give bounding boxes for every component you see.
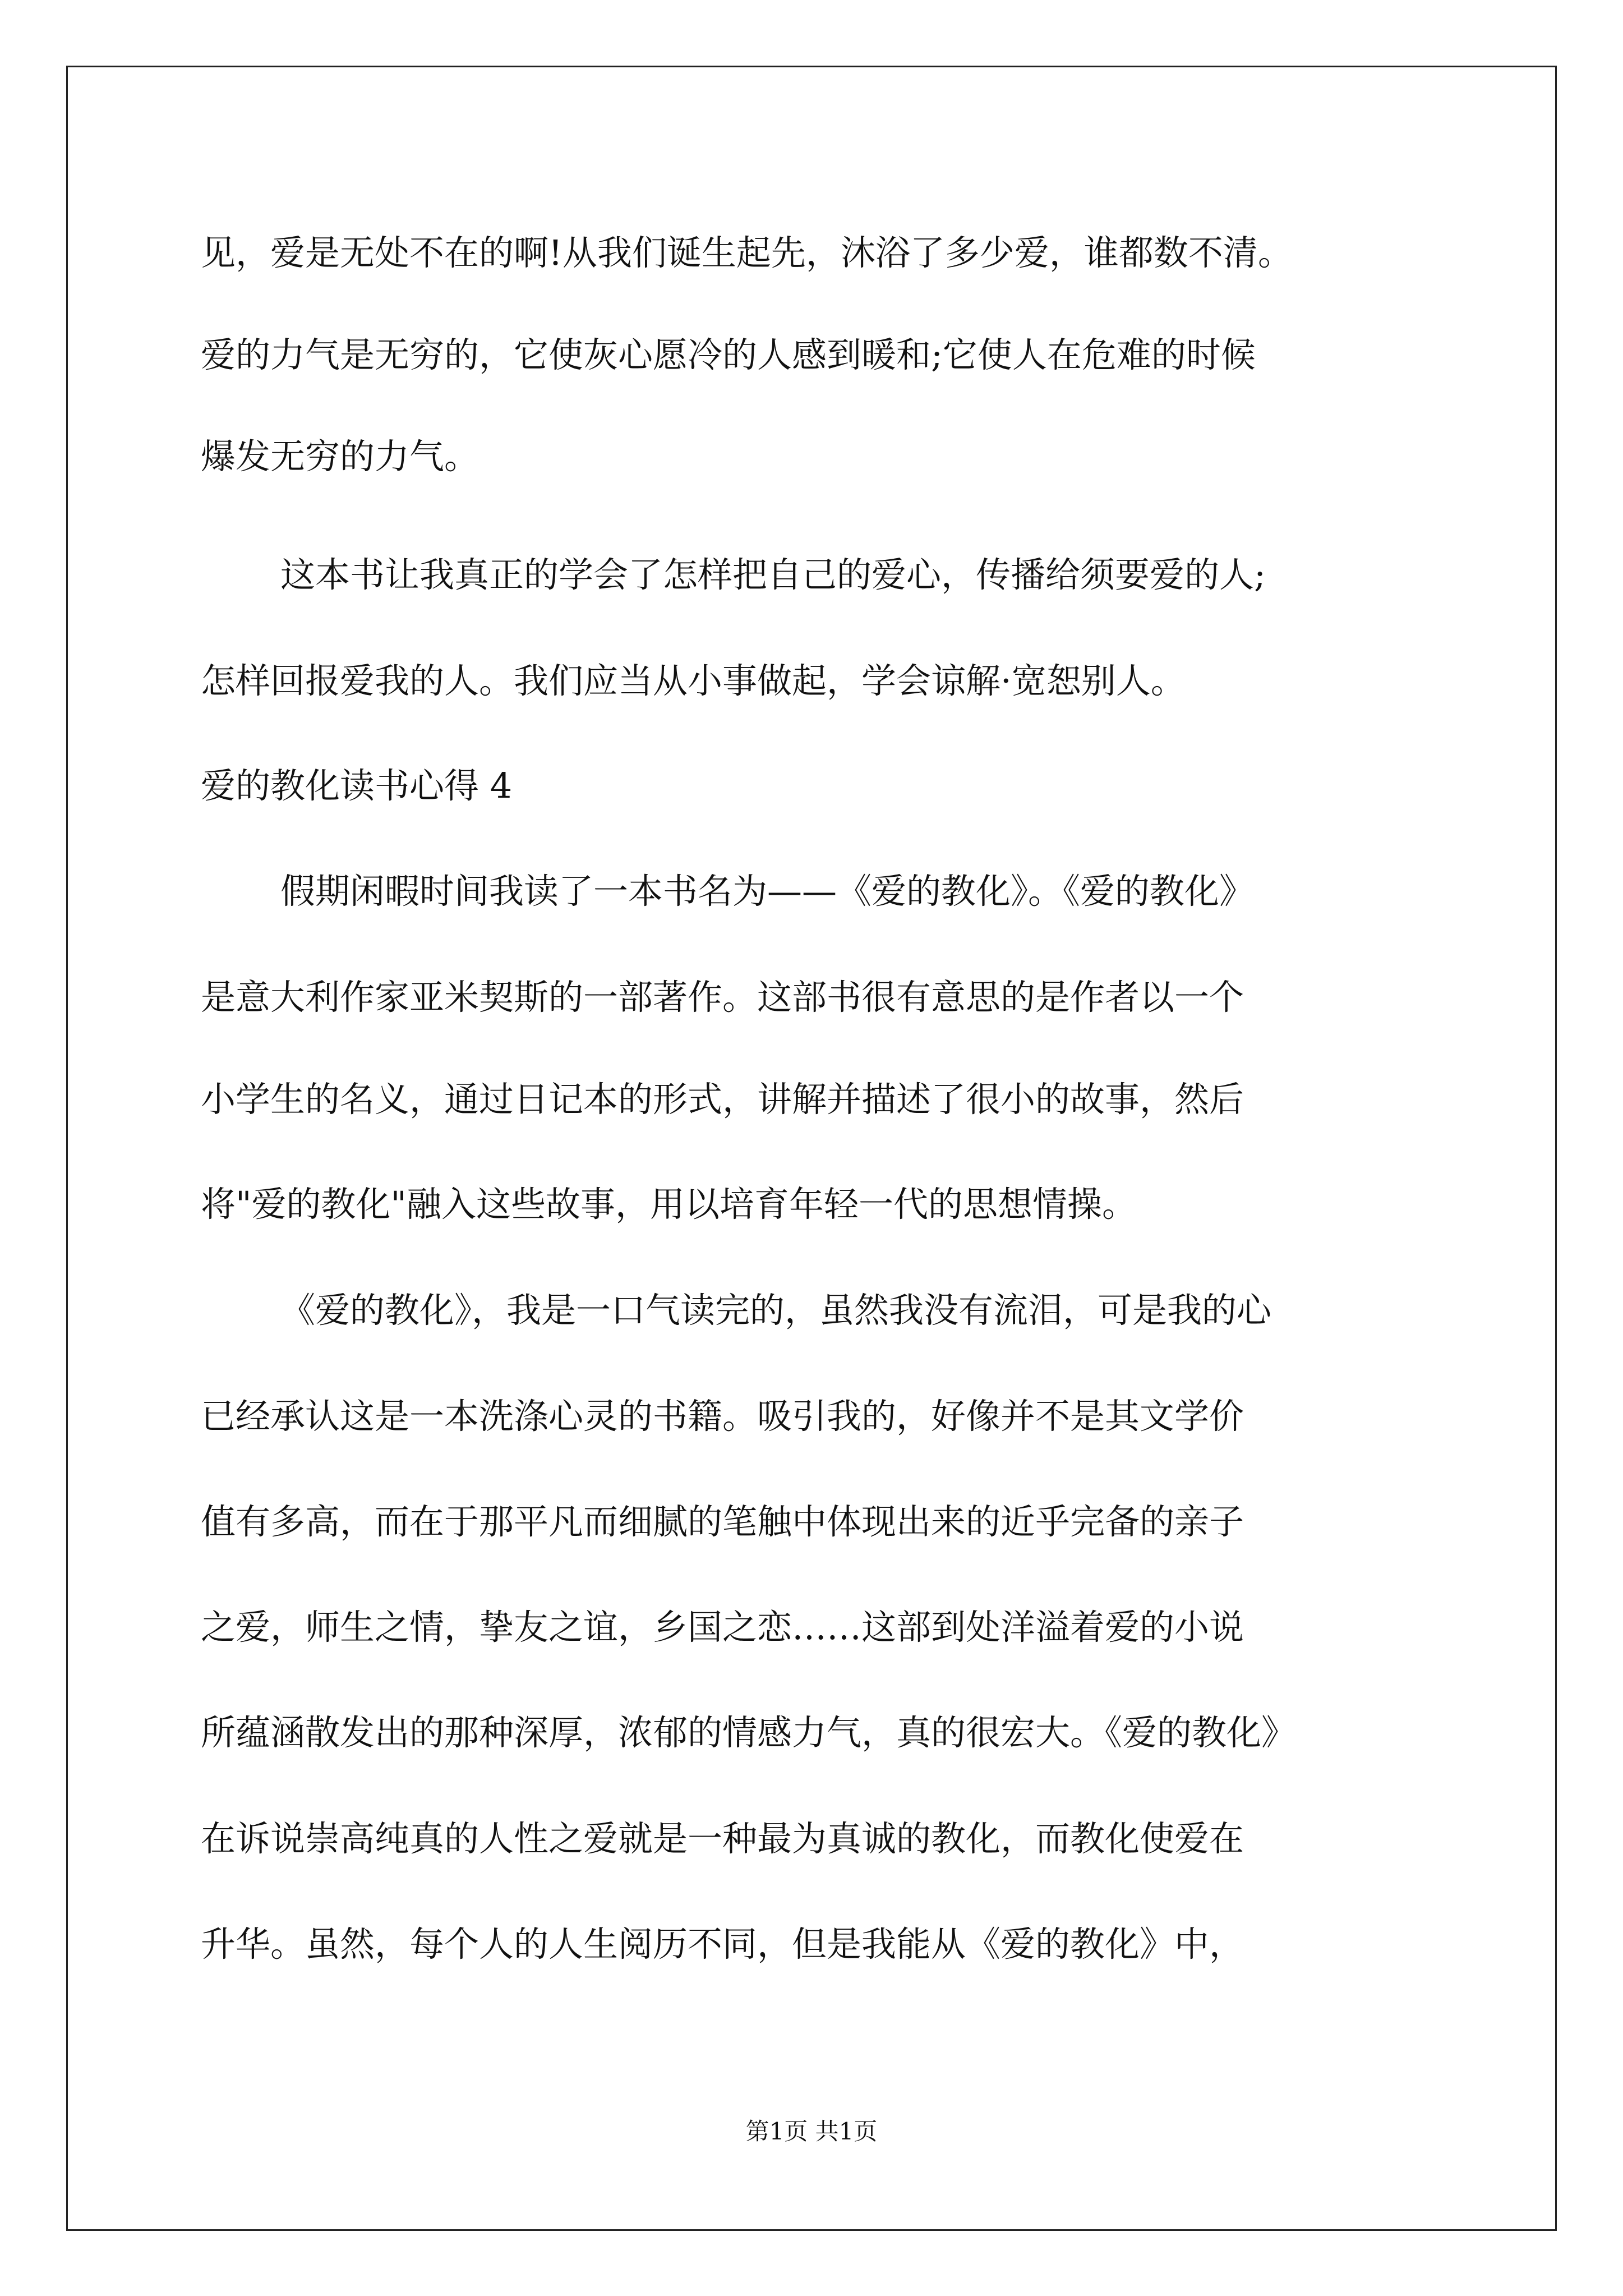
- text-line-12: 已经承认这是一本洗涤心灵的书籍。吸引我的，好像并不是其文学价: [201, 1396, 1244, 1437]
- text-line-8: 是意大利作家亚米契斯的一部著作。这部书很有意思的是作者以一个: [201, 977, 1244, 1018]
- text-line-5: 怎样回报爱我的人。我们应当从小事做起，学会谅解·宽恕别人。: [201, 660, 1186, 701]
- section-heading: 爱的教化读书心得 4: [201, 765, 513, 806]
- text-line-13: 值有多高，而在于那平凡而细腻的笔触中体现出来的近乎完备的亲子: [201, 1501, 1244, 1542]
- text-line-9: 小学生的名义，通过日记本的形式，讲解并描述了很小的故事，然后: [201, 1079, 1244, 1120]
- text-line-2: 爱的力气是无穷的，它使灰心愿冷的人感到暖和;它使人在危难的时候: [201, 334, 1256, 375]
- text-line-3: 爆发无穷的力气。: [201, 436, 479, 477]
- page-border: [66, 66, 1557, 2231]
- text-line-7: 假期闲暇时间我读了一本书名为——《爱的教化》。《爱的教化》: [280, 871, 1255, 912]
- text-line-1: 见，爱是无处不在的啊!从我们诞生起先，沐浴了多少爱，谁都数不清。: [201, 232, 1293, 273]
- page-footer: 第1页 共1页: [745, 2118, 878, 2145]
- text-line-4: 这本书让我真正的学会了怎样把自己的爱心，传播给须要爱的人;: [280, 554, 1266, 595]
- text-line-15: 所蕴涵散发出的那种深厚，浓郁的情感力气，真的很宏大。《爱的教化》: [201, 1712, 1297, 1753]
- text-line-11: 《爱的教化》，我是一口气读完的，虽然我没有流泪，可是我的心: [280, 1290, 1272, 1331]
- text-line-14: 之爱，师生之情，挚友之谊，乡国之恋……这部到处洋溢着爱的小说: [201, 1607, 1244, 1648]
- text-line-17: 升华。虽然，每个人的人生阅历不同，但是我能从《爱的教化》中，: [201, 1924, 1244, 1964]
- text-line-10: 将"爱的教化"融入这些故事，用以培育年轻一代的思想情操。: [201, 1184, 1137, 1225]
- text-line-16: 在诉说崇高纯真的人性之爱就是一种最为真诚的教化，而教化使爱在: [201, 1818, 1244, 1859]
